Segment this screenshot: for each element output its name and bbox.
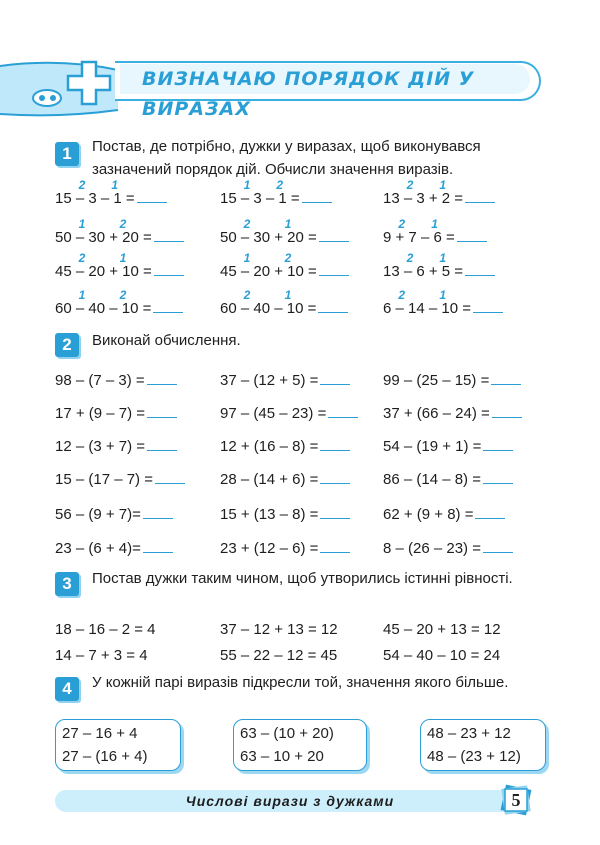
- header-decoration: [0, 48, 125, 128]
- answer-blank[interactable]: [319, 263, 349, 276]
- expression: [55, 540, 173, 557]
- expression: [55, 438, 177, 455]
- expression-text: 15 – (17 – 7) =: [55, 471, 153, 488]
- equation[interactable]: 55 – 22 – 12 = 45: [220, 647, 338, 664]
- order-number: 1: [439, 288, 447, 302]
- expression-text: 13 – 3 + 2 =: [383, 190, 464, 207]
- task-instruction: Постав дужки таким чином, щоб утворились істинні рівності.: [92, 570, 513, 587]
- order-number: 1: [243, 178, 251, 192]
- expression-text: 28 – (14 + 6) =: [220, 471, 319, 488]
- expression: [55, 190, 167, 207]
- expression: [383, 229, 487, 246]
- expression: [383, 263, 495, 280]
- task-number-badge: 1: [55, 142, 79, 166]
- expression: [383, 405, 522, 422]
- answer-blank[interactable]: [473, 300, 503, 313]
- expression: [383, 372, 521, 389]
- order-number: 1: [431, 217, 438, 231]
- expression-pair-box: [420, 719, 546, 771]
- order-number: 2: [119, 288, 127, 302]
- order-number: 2: [78, 251, 86, 265]
- answer-blank[interactable]: [302, 190, 332, 203]
- task-instruction: Постав, де потрібно, дужки у виразах, щоб виконувався зазначений порядок дій. Обчисли значення виразів.: [92, 138, 481, 178]
- answer-blank[interactable]: [483, 540, 513, 553]
- answer-blank[interactable]: [465, 263, 495, 276]
- task-number-badge: 4: [55, 677, 79, 701]
- answer-blank[interactable]: [483, 471, 513, 484]
- order-number: 2: [284, 251, 292, 265]
- expression-text: 54 – (19 + 1) =: [383, 438, 482, 455]
- expression: [55, 263, 184, 280]
- footer-title: Числові вирази з дужками: [185, 793, 395, 809]
- expression-text: 12 + (16 – 8) =: [220, 438, 319, 455]
- expression[interactable]: 48 – (23 + 12): [427, 748, 521, 765]
- answer-blank[interactable]: [465, 190, 495, 203]
- expression-text: 99 – (25 – 15) =: [383, 372, 490, 389]
- page-number: 5: [511, 790, 521, 810]
- order-number: 2: [406, 251, 414, 265]
- equation[interactable]: 14 – 7 + 3 = 4: [55, 647, 148, 664]
- expression-text: 15 + (13 – 8) =: [220, 506, 319, 523]
- expression-text: 17 + (9 – 7) =: [55, 405, 146, 422]
- order-number: 2: [398, 288, 406, 302]
- expression: [220, 372, 350, 389]
- expression: [383, 471, 513, 488]
- answer-blank[interactable]: [318, 300, 348, 313]
- answer-blank[interactable]: [483, 438, 513, 451]
- expression: [383, 540, 513, 557]
- equation[interactable]: 54 – 40 – 10 = 24: [383, 647, 501, 664]
- expression: [383, 300, 503, 317]
- order-number: 2: [406, 178, 414, 192]
- order-number: 1: [284, 217, 292, 231]
- expression-text: 86 – (14 – 8) =: [383, 471, 481, 488]
- equation[interactable]: 18 – 16 – 2 = 4: [55, 621, 156, 638]
- expression-text: 12 – (3 + 7) =: [55, 438, 146, 455]
- expression-pair-box: [233, 719, 367, 771]
- expression-text: 23 – (6 + 4)=: [55, 540, 141, 557]
- expression-text: 60 – 40 – 10 =: [220, 300, 317, 317]
- answer-blank[interactable]: [319, 229, 349, 242]
- expression: [220, 506, 350, 523]
- expression-text: 45 – 20 + 10 =: [55, 263, 152, 280]
- expression: [220, 405, 358, 422]
- order-number: 1: [78, 288, 86, 302]
- expression: [220, 471, 350, 488]
- expression-text: 50 – 30 + 20 =: [55, 229, 152, 246]
- expression-text: 50 – 30 + 20 =: [220, 229, 317, 246]
- order-number: 1: [78, 217, 86, 231]
- task-instruction: Виконай обчислення.: [92, 332, 241, 349]
- order-number: 2: [276, 178, 284, 192]
- equation[interactable]: 37 – 12 + 13 = 12: [220, 621, 338, 638]
- expression[interactable]: 63 – 10 + 20: [240, 748, 324, 765]
- answer-blank[interactable]: [147, 405, 177, 418]
- expression-text: 6 – 14 – 10 =: [383, 300, 471, 317]
- expression-text: 60 – 40 – 10 =: [55, 300, 152, 317]
- answer-blank[interactable]: [320, 540, 350, 553]
- expression-text: 15 – 3 – 1 =: [220, 190, 300, 207]
- expression: [55, 229, 184, 246]
- order-number: 1: [111, 178, 119, 192]
- expression-text: 13 – 6 + 5 =: [383, 263, 464, 280]
- expression: [383, 438, 513, 455]
- task-number-badge: 2: [55, 333, 79, 357]
- expression-text: 9 + 7 – 6 =: [383, 229, 455, 246]
- expression-pair-box: [55, 719, 181, 771]
- expression: [220, 540, 350, 557]
- expression-text: 62 + (9 + 8) =: [383, 506, 474, 523]
- expression: [220, 190, 332, 207]
- order-number: 2: [243, 217, 251, 231]
- expression: [55, 405, 177, 422]
- expression[interactable]: 27 – 16 + 4: [62, 725, 138, 742]
- expression-text: 37 + (66 – 24) =: [383, 405, 490, 422]
- expression-text: 23 + (12 – 6) =: [220, 540, 319, 557]
- order-number: 2: [243, 288, 251, 302]
- task-number-badge: 3: [55, 572, 79, 596]
- answer-blank[interactable]: [147, 372, 177, 385]
- order-number: 1: [243, 251, 251, 265]
- answer-blank[interactable]: [457, 229, 487, 242]
- expression[interactable]: 27 – (16 + 4): [62, 748, 148, 765]
- equation[interactable]: 45 – 20 + 13 = 12: [383, 621, 501, 638]
- answer-blank[interactable]: [492, 405, 522, 418]
- expression: [55, 471, 185, 488]
- answer-blank[interactable]: [320, 506, 350, 519]
- answer-blank[interactable]: [155, 471, 185, 484]
- expression[interactable]: 63 – (10 + 20): [240, 725, 334, 742]
- order-number: 1: [439, 251, 447, 265]
- expression-text: 15 – 3 – 1 =: [55, 190, 135, 207]
- task-instruction: У кожній парі виразів підкресли той, значення якого більше.: [92, 674, 509, 691]
- expression: [220, 300, 348, 317]
- page-title: ВИЗНАЧАЮ ПОРЯДОК ДІЙ У ВИРАЗАХ: [142, 68, 475, 120]
- answer-blank[interactable]: [154, 229, 184, 242]
- expression: [383, 506, 505, 523]
- answer-blank[interactable]: [143, 506, 173, 519]
- answer-blank[interactable]: [328, 405, 358, 418]
- expression-text: 37 – (12 + 5) =: [220, 372, 319, 389]
- expression-text: 97 – (45 – 23) =: [220, 405, 327, 422]
- expression: [383, 190, 495, 207]
- answer-blank[interactable]: [154, 263, 184, 276]
- expression: [55, 300, 183, 317]
- expression[interactable]: 48 – 23 + 12: [427, 725, 511, 742]
- answer-blank[interactable]: [147, 438, 177, 451]
- expression: [220, 263, 349, 280]
- answer-blank[interactable]: [137, 190, 167, 203]
- expression: [220, 229, 349, 246]
- answer-blank[interactable]: [475, 506, 505, 519]
- order-number: 1: [284, 288, 292, 302]
- expression-text: 98 – (7 – 3) =: [55, 372, 145, 389]
- order-number: 2: [398, 217, 406, 231]
- order-number: 2: [78, 178, 86, 192]
- answer-blank[interactable]: [320, 372, 350, 385]
- expression-text: 45 – 20 + 10 =: [220, 263, 317, 280]
- expression: [55, 506, 173, 523]
- answer-blank[interactable]: [153, 300, 183, 313]
- order-number: 1: [119, 251, 127, 265]
- expression: [220, 438, 350, 455]
- answer-blank[interactable]: [320, 471, 350, 484]
- expression-text: 56 – (9 + 7)=: [55, 506, 141, 523]
- expression: [55, 372, 177, 389]
- order-number: 1: [439, 178, 447, 192]
- answer-blank[interactable]: [491, 372, 521, 385]
- answer-blank[interactable]: [320, 438, 350, 451]
- expression-text: 8 – (26 – 23) =: [383, 540, 481, 557]
- order-number: 2: [119, 217, 127, 231]
- answer-blank[interactable]: [143, 540, 173, 553]
